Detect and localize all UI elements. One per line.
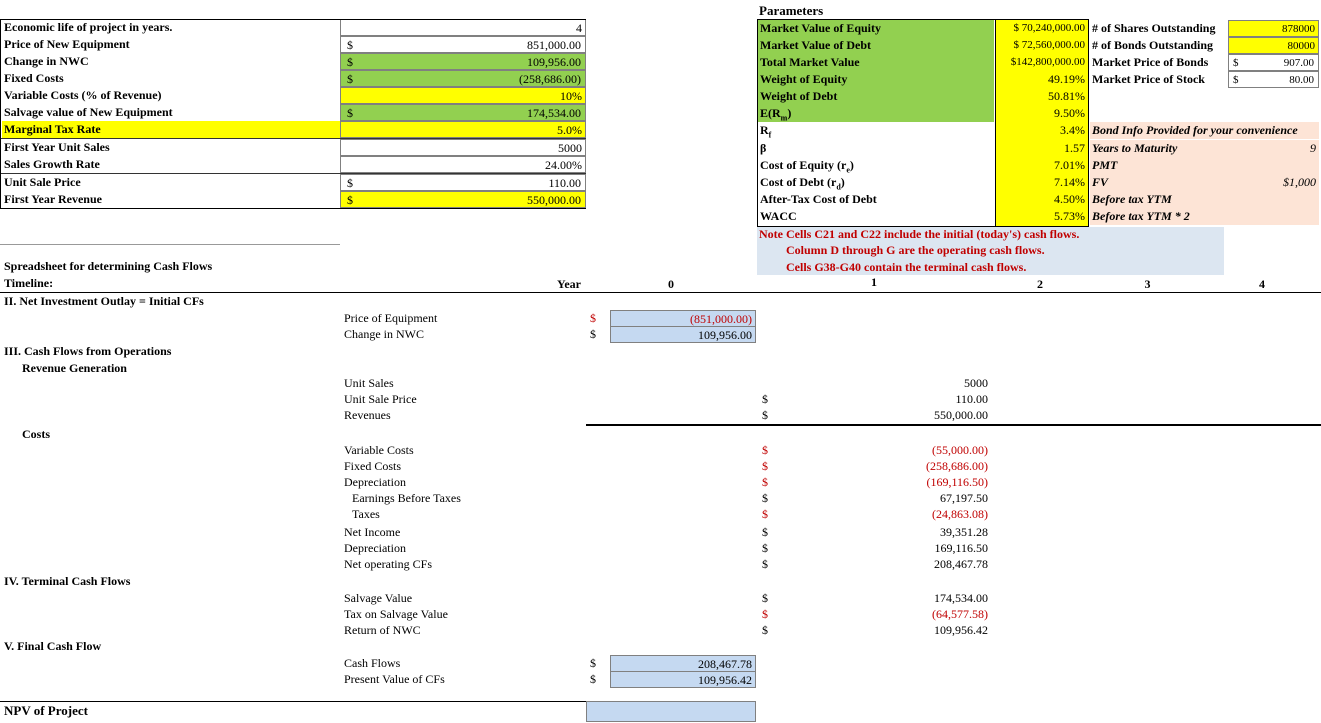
grid-cell[interactable] bbox=[991, 622, 1090, 639]
currency-symbol: $ bbox=[762, 491, 768, 505]
row-label: Depreciation bbox=[344, 475, 406, 489]
currency-symbol: $ bbox=[762, 507, 768, 521]
currency-symbol: $ bbox=[762, 525, 768, 539]
currency-symbol: $ bbox=[1233, 74, 1239, 86]
timeline-label: Timeline: bbox=[4, 276, 54, 290]
grid-cell[interactable] bbox=[1090, 458, 1205, 475]
bond-label: Before tax YTM * 2 bbox=[1090, 208, 1228, 225]
row-label: Unit Sale Price bbox=[344, 392, 417, 406]
divider bbox=[0, 244, 340, 245]
row-label: Depreciation bbox=[344, 541, 406, 555]
cell-net-income[interactable]: 39,351.28 bbox=[940, 525, 988, 539]
input-unit-price[interactable] bbox=[340, 174, 586, 191]
grid-cell[interactable] bbox=[1205, 606, 1319, 623]
param-label: WACC bbox=[760, 209, 797, 223]
market-label: # of Shares Outstanding bbox=[1092, 21, 1216, 35]
section-5: V. Final Cash Flow bbox=[4, 639, 102, 653]
grid-cell[interactable] bbox=[1090, 540, 1205, 557]
input-label-fixed-costs: Fixed Costs bbox=[4, 71, 64, 85]
grid-cell[interactable] bbox=[991, 442, 1090, 459]
param-value[interactable]: 7.14% bbox=[1054, 175, 1085, 189]
market-value[interactable] bbox=[1228, 54, 1319, 71]
input-first-year-revenue[interactable] bbox=[340, 191, 586, 208]
currency-symbol: $ bbox=[590, 327, 596, 341]
grid-cell[interactable] bbox=[1205, 442, 1319, 459]
section-4: IV. Terminal Cash Flows bbox=[4, 574, 131, 588]
bond-value[interactable]: 9 bbox=[1228, 140, 1319, 157]
grid-cell[interactable] bbox=[991, 407, 1090, 424]
grid-cell[interactable] bbox=[991, 490, 1090, 507]
note-line: Column D through G are the operating cash flows. bbox=[786, 243, 1045, 257]
grid-cell[interactable] bbox=[1205, 474, 1319, 491]
currency-symbol: $ bbox=[347, 55, 353, 69]
grid-cell[interactable] bbox=[991, 606, 1090, 623]
npv-label: NPV of Project bbox=[4, 703, 88, 718]
grid-cell[interactable] bbox=[991, 556, 1090, 573]
param-label-rf bbox=[758, 122, 994, 139]
param-label: Weight of Debt bbox=[758, 88, 994, 105]
cell-taxes[interactable]: (24,863.08) bbox=[932, 507, 988, 521]
param-label: Market Value of Debt bbox=[758, 37, 994, 54]
divider bbox=[0, 19, 586, 20]
costs-label: Costs bbox=[22, 427, 51, 441]
divider bbox=[0, 701, 586, 702]
market-label: # of Bonds Outstanding bbox=[1092, 38, 1214, 52]
param-label-cost-debt bbox=[758, 174, 994, 191]
currency-symbol: $ bbox=[762, 408, 768, 422]
grid-cell[interactable] bbox=[1090, 606, 1205, 623]
cell-depreciation[interactable]: (169,116.50) bbox=[926, 475, 988, 489]
cell-unit-sales[interactable]: 5000 bbox=[964, 376, 988, 390]
grid-cell[interactable] bbox=[1090, 391, 1205, 408]
currency-symbol: $ bbox=[762, 557, 768, 571]
input-label-sales-growth: Sales Growth Rate bbox=[4, 157, 100, 171]
divider bbox=[0, 173, 586, 174]
input-value: 80.00 bbox=[1289, 74, 1314, 86]
grid-cell[interactable] bbox=[1205, 622, 1319, 639]
grid-cell[interactable] bbox=[1205, 540, 1319, 557]
cell-pv-cfs[interactable]: 109,956.42 bbox=[610, 671, 756, 688]
label-subscript: f bbox=[768, 130, 772, 139]
bond-label: Before tax YTM bbox=[1090, 191, 1228, 208]
currency-symbol: $ bbox=[762, 443, 768, 457]
param-value[interactable]: 3.4% bbox=[1060, 123, 1085, 137]
currency-symbol: $ bbox=[762, 459, 768, 473]
input-fixed-costs[interactable] bbox=[340, 70, 586, 87]
currency-symbol: $ bbox=[347, 193, 353, 207]
label-text: ) bbox=[849, 158, 854, 172]
input-economic-life[interactable]: 4 bbox=[340, 19, 586, 36]
year-4: 4 bbox=[1259, 277, 1265, 291]
input-label-first-year-sales: First Year Unit Sales bbox=[4, 140, 110, 154]
param-value[interactable]: 1.57 bbox=[1064, 141, 1085, 155]
grid-cell[interactable] bbox=[1205, 458, 1319, 475]
input-label-first-year-revenue: First Year Revenue bbox=[4, 192, 102, 206]
param-value[interactable]: 9.50% bbox=[1054, 106, 1085, 120]
year-2: 2 bbox=[1037, 277, 1043, 291]
bond-value[interactable] bbox=[1228, 191, 1319, 208]
grid-cell[interactable] bbox=[991, 506, 1090, 523]
param-label: After-Tax Cost of Debt bbox=[760, 192, 877, 206]
param-label-beta: β bbox=[760, 141, 767, 155]
param-value[interactable]: 4.50% bbox=[1054, 192, 1085, 206]
grid-cell[interactable] bbox=[991, 524, 1090, 541]
input-tax-rate[interactable]: 5.0% bbox=[340, 121, 586, 138]
param-value[interactable]: $142,800,000.00 bbox=[1010, 56, 1085, 68]
input-label-unit-price: Unit Sale Price bbox=[4, 175, 81, 189]
param-value[interactable]: $ 72,560,000.00 bbox=[1013, 39, 1085, 51]
cell-fixed-costs[interactable]: (258,686.00) bbox=[926, 459, 988, 473]
grid-cell[interactable] bbox=[1205, 391, 1319, 408]
currency-symbol: $ bbox=[347, 38, 353, 52]
section-3: III. Cash Flows from Operations bbox=[4, 344, 172, 358]
param-label-cost-equity bbox=[758, 157, 994, 174]
label-subscript: d bbox=[836, 182, 841, 191]
cell-salvage[interactable]: 174,534.00 bbox=[934, 591, 988, 605]
row-label: Net operating CFs bbox=[344, 557, 432, 571]
currency-symbol: $ bbox=[762, 392, 768, 406]
grid-cell[interactable] bbox=[1205, 590, 1319, 607]
grid-cell[interactable] bbox=[1090, 474, 1205, 491]
cell-cash-flows[interactable]: 208,467.78 bbox=[610, 655, 756, 672]
bond-label: PMT bbox=[1090, 157, 1228, 174]
grid-cell[interactable] bbox=[991, 474, 1090, 491]
cell-return-nwc[interactable]: 109,956.42 bbox=[934, 623, 988, 637]
year-3: 3 bbox=[1144, 277, 1151, 291]
row-label: Variable Costs bbox=[344, 443, 414, 457]
divider bbox=[0, 138, 586, 139]
grid-cell[interactable] bbox=[1090, 524, 1205, 541]
currency-symbol: $ bbox=[347, 106, 353, 120]
section-title: Spreadsheet for determining Cash Flows bbox=[4, 259, 213, 273]
cell-net-operating-cf[interactable]: 208,467.78 bbox=[934, 557, 988, 571]
input-label-tax-rate: Marginal Tax Rate bbox=[2, 121, 340, 138]
grid-cell[interactable] bbox=[1205, 524, 1319, 541]
grid-cell[interactable] bbox=[1090, 442, 1205, 459]
year-0: 0 bbox=[668, 277, 674, 291]
label-text: ) bbox=[840, 175, 845, 189]
market-value[interactable] bbox=[1228, 71, 1319, 88]
row-label: Salvage Value bbox=[344, 591, 413, 605]
bond-value[interactable] bbox=[1228, 157, 1319, 174]
grid-cell[interactable] bbox=[991, 458, 1090, 475]
bond-value[interactable] bbox=[1228, 208, 1319, 225]
currency-symbol: $ bbox=[590, 656, 596, 670]
grid-cell[interactable] bbox=[1090, 490, 1205, 507]
row-label: Return of NWC bbox=[344, 623, 421, 637]
grid-cell[interactable] bbox=[1090, 556, 1205, 573]
input-price-equipment[interactable] bbox=[340, 36, 586, 53]
grid-cell[interactable] bbox=[991, 540, 1090, 557]
cell-unit-price[interactable]: 110.00 bbox=[955, 392, 988, 406]
input-salvage[interactable] bbox=[340, 104, 586, 121]
input-value: 907.00 bbox=[1283, 57, 1314, 69]
revenue-generation-label: Revenue Generation bbox=[22, 361, 127, 375]
divider bbox=[0, 208, 586, 209]
currency-symbol: $ bbox=[762, 475, 768, 489]
label-text: Cost of Equity (r bbox=[760, 158, 847, 172]
grid-cell[interactable] bbox=[1090, 506, 1205, 523]
grid-cell[interactable] bbox=[1205, 375, 1319, 392]
input-label-salvage: Salvage value of New Equipment bbox=[4, 105, 173, 119]
note-line: Cells G38-G40 contain the terminal cash flows. bbox=[786, 260, 1027, 274]
param-label-erm bbox=[758, 105, 994, 122]
row-label: Present Value of CFs bbox=[344, 672, 445, 686]
input-value: 550,000.00 bbox=[527, 193, 581, 207]
year-label: Year bbox=[557, 277, 581, 291]
param-value[interactable]: 50.81% bbox=[1048, 89, 1085, 103]
row-label: Earnings Before Taxes bbox=[352, 491, 461, 505]
input-label-change-nwc: Change in NWC bbox=[4, 54, 89, 68]
label-text: ) bbox=[787, 106, 792, 120]
section-2: II. Net Investment Outlay = Initial CFs bbox=[4, 294, 204, 308]
currency-symbol: $ bbox=[1233, 57, 1239, 69]
grid-cell[interactable] bbox=[1090, 407, 1205, 424]
currency-symbol: $ bbox=[762, 623, 768, 637]
cell-depreciation-addback[interactable]: 169,116.50 bbox=[934, 541, 988, 555]
input-value: (258,686.00) bbox=[519, 72, 581, 86]
row-label: Net Income bbox=[344, 525, 401, 539]
grid-cell[interactable] bbox=[1205, 407, 1319, 424]
cell-ebt[interactable]: 67,197.50 bbox=[940, 491, 988, 505]
bond-label: FV bbox=[1090, 174, 1228, 191]
cell-initial-nwc[interactable]: 109,956.00 bbox=[610, 326, 756, 343]
input-value: 109,956.00 bbox=[527, 55, 581, 69]
row-label: Taxes bbox=[352, 507, 380, 521]
input-first-year-sales[interactable]: 5000 bbox=[340, 139, 586, 156]
row-label: Tax on Salvage Value bbox=[344, 607, 448, 621]
cell-revenues[interactable]: 550,000.00 bbox=[934, 408, 988, 422]
bond-info-title: Bond Info Provided for your convenience bbox=[1090, 122, 1319, 139]
grid-cell[interactable] bbox=[1090, 375, 1205, 392]
label-subscript: e bbox=[846, 165, 850, 174]
year-1: 1 bbox=[871, 275, 877, 289]
bond-label: Years to Maturity bbox=[1090, 140, 1228, 157]
param-label: Weight of Equity bbox=[758, 71, 994, 88]
cell-npv[interactable] bbox=[586, 701, 756, 722]
currency-symbol: $ bbox=[347, 72, 353, 86]
bond-value[interactable]: $1,000 bbox=[1228, 174, 1319, 191]
divider bbox=[586, 424, 1321, 426]
grid-cell[interactable] bbox=[991, 391, 1090, 408]
input-value: 851,000.00 bbox=[527, 38, 581, 52]
cell-initial-price[interactable]: (851,000.00) bbox=[610, 310, 756, 327]
grid-cell[interactable] bbox=[991, 375, 1090, 392]
label-subscript: m bbox=[780, 113, 788, 122]
market-value[interactable]: 80000 bbox=[1228, 37, 1319, 54]
input-value: 110.00 bbox=[548, 176, 581, 190]
label-text: R bbox=[760, 123, 769, 137]
grid-cell[interactable] bbox=[1205, 556, 1319, 573]
input-label-price-equipment: Price of New Equipment bbox=[4, 37, 130, 51]
param-label: Market Value of Equity bbox=[758, 20, 994, 37]
note-line: Note Cells C21 and C22 include the initial (today's) cash flows. bbox=[759, 227, 1080, 241]
label-text: E(R bbox=[760, 106, 781, 120]
row-label: Revenues bbox=[344, 408, 391, 422]
grid-cell[interactable] bbox=[1205, 490, 1319, 507]
grid-cell[interactable] bbox=[1090, 590, 1205, 607]
input-value: 174,534.00 bbox=[527, 106, 581, 120]
input-label-economic-life: Economic life of project in years. bbox=[4, 20, 173, 34]
currency-symbol: $ bbox=[762, 541, 768, 555]
row-label: Price of Equipment bbox=[344, 311, 438, 325]
market-label: Market Price of Stock bbox=[1092, 72, 1205, 86]
param-value[interactable]: 7.01% bbox=[1054, 158, 1085, 172]
market-label: Market Price of Bonds bbox=[1092, 55, 1209, 69]
input-change-nwc[interactable] bbox=[340, 53, 586, 70]
currency-symbol: $ bbox=[590, 672, 596, 686]
row-label: Fixed Costs bbox=[344, 459, 402, 473]
row-label: Cash Flows bbox=[344, 656, 401, 670]
param-label: Total Market Value bbox=[758, 54, 994, 71]
input-sales-growth[interactable]: 24.00% bbox=[340, 156, 586, 173]
param-value[interactable]: 5.73% bbox=[1054, 209, 1085, 223]
row-label: Unit Sales bbox=[344, 376, 394, 390]
grid-cell[interactable] bbox=[1090, 622, 1205, 639]
currency-symbol: $ bbox=[590, 311, 596, 325]
label-text: Cost of Debt (r bbox=[760, 175, 837, 189]
grid-cell[interactable] bbox=[1205, 506, 1319, 523]
input-label-variable-costs: Variable Costs (% of Revenue) bbox=[4, 88, 162, 102]
currency-symbol: $ bbox=[762, 591, 768, 605]
cell-tax-on-salvage[interactable]: (64,577.58) bbox=[932, 607, 988, 621]
market-value[interactable]: 878000 bbox=[1228, 20, 1319, 37]
input-variable-costs[interactable]: 10% bbox=[340, 87, 586, 104]
currency-symbol: $ bbox=[347, 176, 353, 190]
row-label: Change in NWC bbox=[344, 327, 424, 341]
grid-cell[interactable] bbox=[991, 590, 1090, 607]
divider bbox=[0, 19, 1, 209]
param-value[interactable]: $ 70,240,000.00 bbox=[1013, 22, 1085, 34]
currency-symbol: $ bbox=[762, 607, 768, 621]
cell-variable-costs[interactable]: (55,000.00) bbox=[932, 443, 988, 457]
parameters-title: Parameters bbox=[759, 3, 824, 18]
param-value[interactable]: 49.19% bbox=[1048, 72, 1085, 86]
